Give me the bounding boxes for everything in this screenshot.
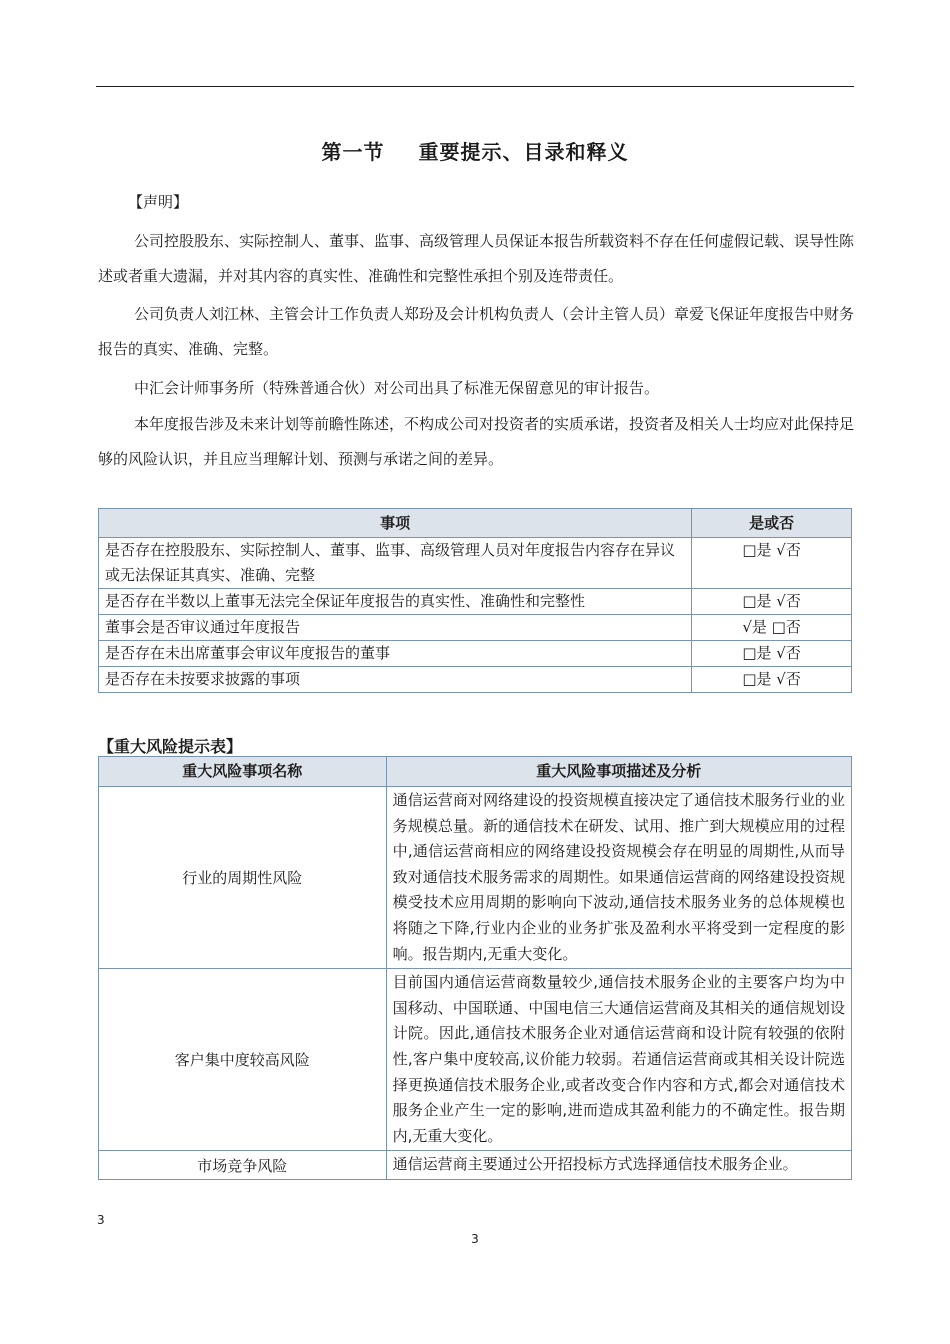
page-number-left: 3 [97,1213,105,1227]
table-row [99,641,852,667]
paragraph-forward-looking: 本年度报告涉及未来计划等前瞻性陈述，不构成公司对投资者的实质承诺，投资者及相关人士均应对此保持足够的风险认识，并且应当理解计划、预测与承诺之间的差异。 [98,415,855,468]
column-header-risk-desc: 重大风险事项描述及分析 [386,757,851,787]
risk-name: 行业的周期性风险 [99,787,387,969]
table-header-row [99,757,852,787]
row-item: 是否存在未出席董事会审议年度报告的董事 [99,641,692,667]
row-item: 董事会是否审议通过年度报告 [99,615,692,641]
column-header-answer: 是或否 [692,509,852,538]
table-row [99,667,852,693]
risk-table [98,756,852,1180]
risk-name: 客户集中度较高风险 [99,969,387,1151]
row-answer: □是 √否 [692,589,852,615]
table-row [99,1151,852,1180]
header-rule [96,86,854,87]
row-answer: □是 √否 [692,538,852,589]
risk-name: 市场竞争风险 [99,1151,387,1180]
table-row [99,787,852,969]
column-header-risk-name: 重大风险事项名称 [99,757,387,787]
row-answer: □是 √否 [692,667,852,693]
risk-table-heading: 【重大风险提示表】 [98,737,243,756]
section-title [0,136,950,165]
risk-description: 通信运营商对网络建设的投资规模直接决定了通信技术服务行业的业务规模总量。新的通信技术在研发、试用、推广到大规模应用的过程中,通信运营商相应的网络建设投资规模会存在明显的周期性,从而导致对通信技术服务需求的周期性。如果通信运营商的网络建设投资规模受技术应用周期的影响向下波动,通信技术服务业务的总体规模也将随之下降,行业内企业的业务扩张及盈利水平将受到一定程度的影响。报告期内,无重大变化。 [386,787,851,969]
paragraph-guarantee: 公司控股股东、实际控制人、董事、监事、高级管理人员保证本报告所载资料不存在任何虚假记载、误导性陈述或者重大遗漏，并对其内容的真实性、准确性和完整性承担个别及连带责任。 [98,232,855,285]
table-row [99,589,852,615]
section-number: 第一节 [321,140,385,164]
row-item: 是否存在未按要求披露的事项 [99,667,692,693]
row-answer: □是 √否 [692,641,852,667]
table-header-row [99,509,852,538]
risk-description: 通信运营商主要通过公开招投标方式选择通信技术服务企业。 [386,1151,851,1180]
table-row [99,538,852,589]
risk-description: 目前国内通信运营商数量较少,通信技术服务企业的主要客户均为中国移动、中国联通、中国电信三大通信运营商及其相关的通信规划设计院。因此,通信技术服务企业对通信运营商和设计院有较强的依附性,客户集中度较高,议价能力较弱。若通信运营商或其相关设计院选择更换通信技术服务企业,或者改变合作内容和方式,都会对通信技术服务企业产生一定的影响,进而造成其盈利能力的不确定性。报告期内,无重大变化。 [386,969,851,1151]
page-number-center: 3 [471,1232,479,1246]
paragraph-responsible-persons: 公司负责人刘江林、主管会计工作负责人郑玢及会计机构负责人（会计主管人员）章爱飞保证年度报告中财务报告的真实、准确、完整。 [98,305,855,358]
row-answer: √是 □否 [692,615,852,641]
table-row [99,969,852,1151]
table-row [99,615,852,641]
column-header-item: 事项 [99,509,692,538]
section-title-text: 重要提示、目录和释义 [418,140,629,164]
confirmation-table [98,508,852,693]
row-item: 是否存在控股股东、实际控制人、董事、监事、高级管理人员对年度报告内容存在异议或无法保证其真实、准确、完整 [99,538,692,589]
declaration-label: 【声明】 [128,193,189,211]
row-item: 是否存在半数以上董事无法完全保证年度报告的真实性、准确性和完整性 [99,589,692,615]
paragraph-audit: 中汇会计师事务所（特殊普通合伙）对公司出具了标准无保留意见的审计报告。 [134,379,660,397]
